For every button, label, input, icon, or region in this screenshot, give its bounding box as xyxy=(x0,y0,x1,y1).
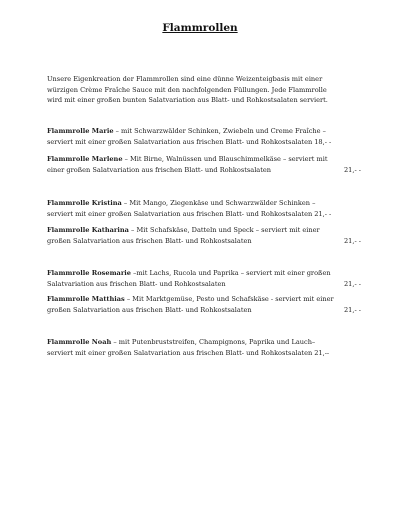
intro-line: wird mit einer großen bunten Salatvariation aus Blatt- und Rohkostsalaten serviert. xyxy=(47,96,328,104)
menu-item-description: – mit Putenbruststreifen, Champignons, Paprika und Lauch– xyxy=(111,338,316,346)
intro-paragraph xyxy=(47,74,359,106)
menu-item-name: Flammrolle Noah xyxy=(47,338,112,346)
menu-item-line xyxy=(47,294,361,305)
menu-item-kristina xyxy=(47,198,361,219)
menu-item-rosemarie xyxy=(47,268,361,289)
menu-item-line xyxy=(47,279,361,290)
menu-item-description: – Mit Schafskäse, Datteln und Speck – serviert mit einer xyxy=(128,226,320,234)
menu-item-price: 21,-- xyxy=(314,348,330,357)
menu-item-price: 21,- - xyxy=(314,209,332,218)
menu-item-line xyxy=(47,126,361,137)
menu-item-description: – Mit Marktgemüse, Pesto und Schafskäse - serviert mit einer xyxy=(124,295,334,303)
menu-item-name: Flammrolle Marie xyxy=(47,127,114,135)
menu-item-price: 21,- - xyxy=(343,165,361,174)
menu-item-matthias xyxy=(47,294,361,315)
menu-item-line xyxy=(47,198,361,209)
menu-item-price: 21,- - xyxy=(343,236,361,245)
intro-line: Unsere Eigenkreation der Flammrollen sind eine dünne Weizenteigbasis mit einer xyxy=(47,75,323,83)
menu-item-description: – mit Schwarzwälder Schinken, Zwiebeln und Creme Fraîche – xyxy=(113,127,326,135)
menu-item-marlene xyxy=(47,154,361,175)
menu-item-line xyxy=(47,268,361,279)
menu-item-description: einer großen Salatvariation aus frischen Blatt- und Rohkostsalaten xyxy=(47,165,272,174)
menu-item-description: serviert mit einer großen Salatvariation aus frischen Blatt- und Rohkostsalaten xyxy=(47,209,313,218)
menu-item-katharina xyxy=(47,225,361,246)
menu-item-description: –mit Lachs, Rucola und Paprika – serviert mit einer großen xyxy=(131,269,331,277)
menu-item-description: Salatvariation aus frischen Blatt- und Rohkostsalaten xyxy=(47,279,226,288)
menu-item-line xyxy=(47,337,361,348)
menu-item-name: Flammrolle Marlene xyxy=(47,155,123,163)
intro-line: würzigen Crème Fraîche Sauce mit den nachfolgenden Füllungen. Jede Flammrolle xyxy=(47,85,327,94)
page-title: Flammrollen xyxy=(162,22,238,34)
menu-item-price: 18,- - xyxy=(314,137,332,146)
menu-item-line xyxy=(47,154,361,165)
menu-item-description: großen Salatvariation aus frischen Blatt- und Rohkostsalaten xyxy=(47,305,252,314)
menu-item-line xyxy=(47,165,361,176)
menu-item-name: Flammrolle Kristina xyxy=(47,199,122,207)
menu-item-name: Flammrolle Matthias xyxy=(47,295,125,303)
menu-item-description: – Mit Mango, Ziegenkäse und Schwarzwälder Schinken – xyxy=(121,199,316,207)
menu-item-price: 21,- - xyxy=(343,279,361,288)
menu-item-description: serviert mit einer großen Salatvariation aus frischen Blatt- und Rohkostsalaten xyxy=(47,348,313,357)
menu-item-description: serviert mit einer großen Salatvariation aus frischen Blatt- und Rohkostsalaten xyxy=(47,137,313,146)
menu-item-line xyxy=(47,209,361,220)
menu-item-description: großen Salatvariation aus frischen Blatt- und Rohkostsalaten xyxy=(47,236,252,245)
menu-item-line xyxy=(47,236,361,247)
menu-item-line xyxy=(47,305,361,316)
menu-item-marie xyxy=(47,126,361,147)
menu-item-name: Flammrolle Katharina xyxy=(47,226,129,234)
menu-item-line xyxy=(47,348,361,359)
menu-item-line xyxy=(47,137,361,148)
menu-item-description: – Mit Birne, Walnüssen und Blauschimmelkäse – serviert mit xyxy=(122,155,328,163)
menu-item-noah xyxy=(47,337,361,358)
menu-item-line xyxy=(47,225,361,236)
menu-item-name: Flammrolle Rosemarie xyxy=(47,269,131,277)
menu-item-price: 21,- - xyxy=(343,305,361,314)
